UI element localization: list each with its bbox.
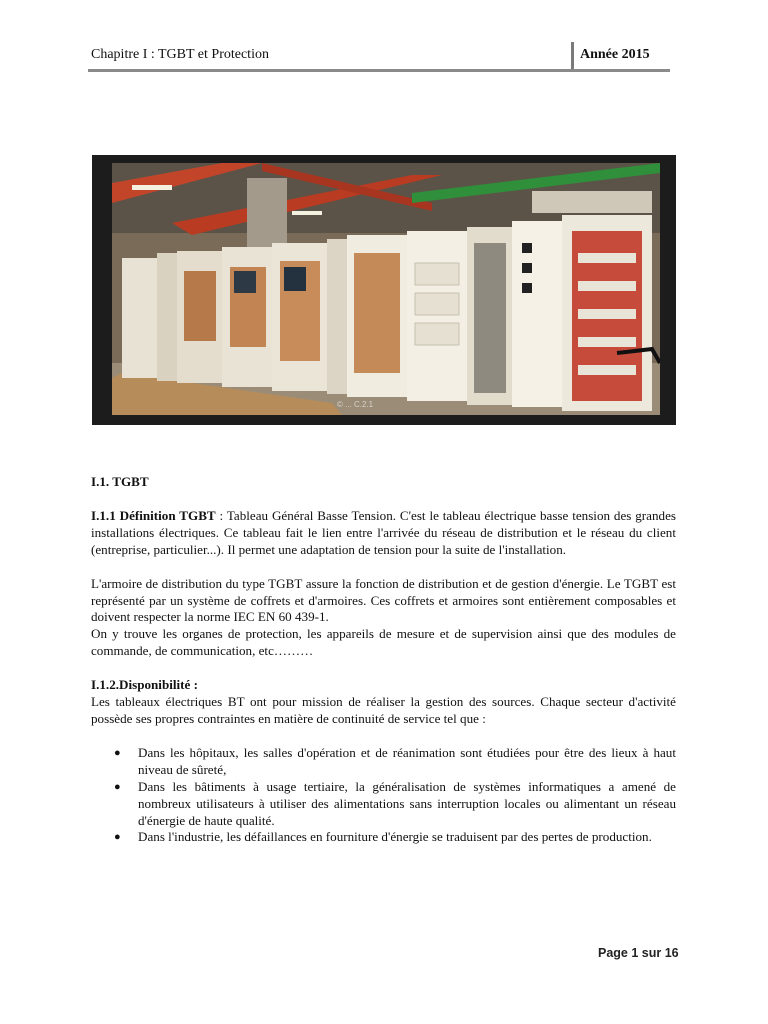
page-footer: Page 1 sur 16 [598,946,679,960]
section-title: I.1. TGBT [91,474,149,489]
bullet-icon: ● [114,780,121,793]
list-item: ● Dans les bâtiments à usage tertiaire, la généralisation de systèmes informatiques a amené de nombreux utilisateurs à utiliser des alimentations sans interruption locales ou alimentant un réseau d'énergie de haute qualité. [114,778,676,828]
availability-paragraph: Les tableaux électriques BT ont pour mission de réaliser la gestion des sources. Chaque secteur d'activité possède ses propres contraintes en matière de continuité de service tel que : [91,694,676,726]
distribution-paragraph: L'armoire de distribution du type TGBT assure la fonction de distribution et de gestion d'énergie. Le TGBT est représenté par un système de coffrets et d'armoires. Ces coffrets et armoires sont entièrement composables et doivent respecter la norme IEC EN 60 439-1. [91,575,676,625]
page-total: 16 [664,946,679,960]
list-item: ● Dans les hôpitaux, les salles d'opération et de réanimation sont étudiées pour être des lieux à haut niveau de sûreté, [114,744,676,777]
photo-watermark: © ... C.2.1 [337,400,374,409]
page-number: 1 [631,946,639,960]
header-year: Année 2015 [580,47,650,62]
bullet-icon: ● [114,746,121,759]
availability-list [91,745,676,846]
header-chapter-title: Chapitre I : TGBT et Protection [91,47,269,62]
definition-paragraph [91,508,676,559]
definition-text: : Tableau Général Basse Tension. C'est le tableau électrique basse tension des grandes installations électriques. Ce tableau fait le lien entre l'arrivée du réseau de distribution et le réseau du client (entreprise, particulier...). Il permet une adaptation de tension pour la suite de l'installation. [91,507,676,557]
bullet-icon: ● [114,831,121,844]
header-separator [571,42,574,70]
header-rule [88,69,670,72]
organs-paragraph: On y trouve les organes de protection, les appareils de mesure et de supervision ainsi que des modules de commande, de communication, etc……… [91,626,676,659]
availability-heading: I.1.2.Disponibilité : [91,677,198,693]
document-body [91,474,676,846]
definition-heading: I.1.1 Définition TGBT [91,507,216,523]
tgbt-photo-illustration [112,163,660,415]
tgbt-photo [92,155,676,425]
list-item: ● Dans l'industrie, les défaillances en fourniture d'énergie se traduisent par des pertes de production. [114,829,652,845]
page-header [88,42,670,72]
